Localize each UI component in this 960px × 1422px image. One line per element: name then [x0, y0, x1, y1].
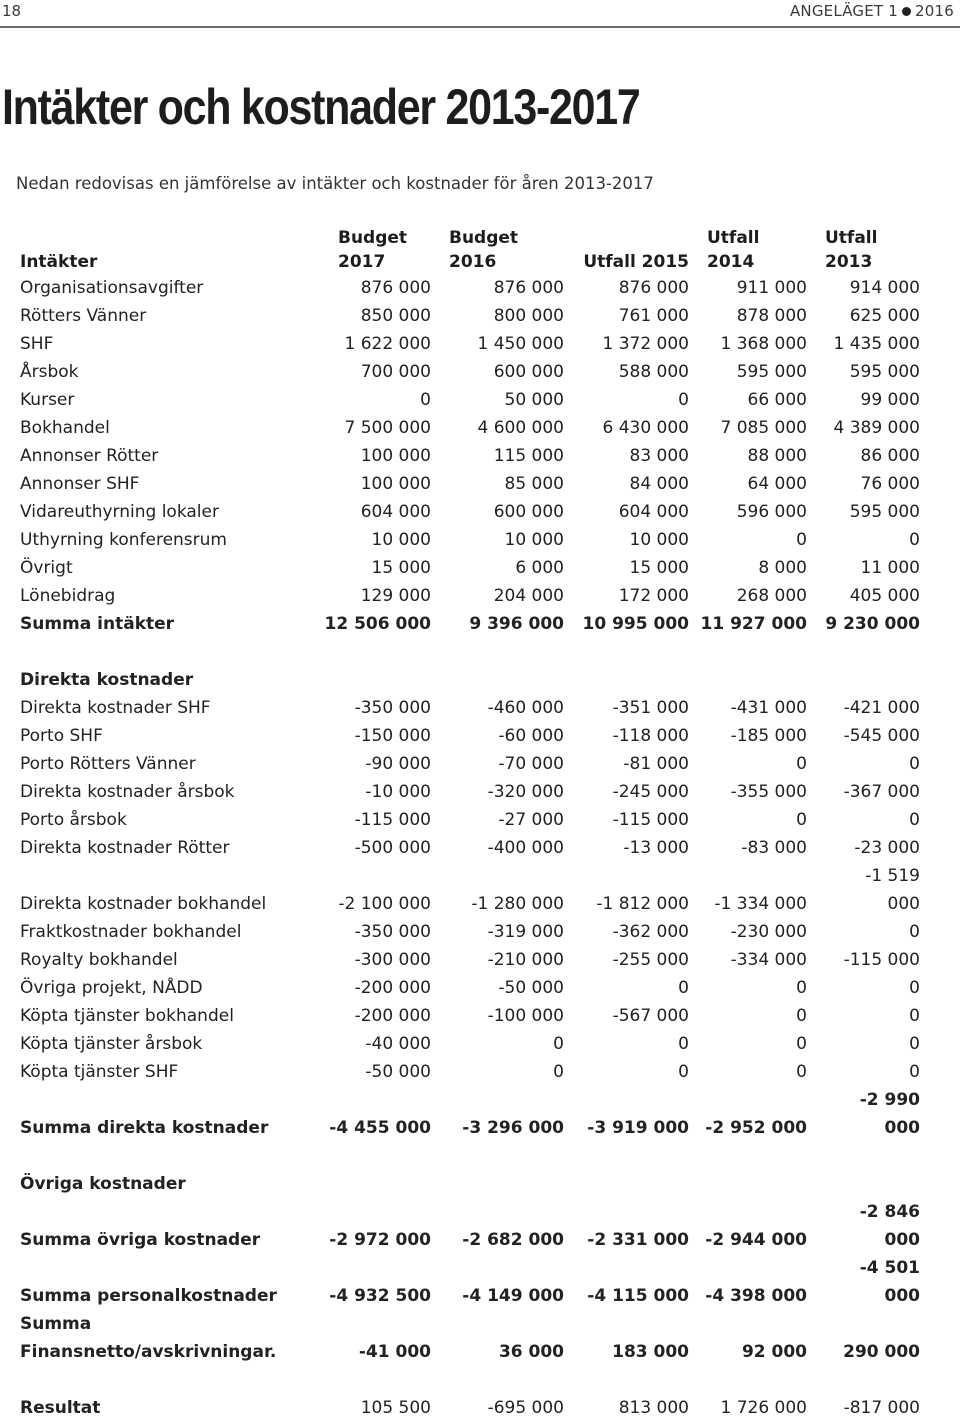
row-value: 15 000: [371, 558, 431, 578]
table-row: [20, 1198, 920, 1254]
row-value: 1 372 000: [602, 334, 689, 354]
row-value: 66 000: [747, 390, 807, 410]
row-value: 0: [796, 1006, 807, 1026]
row-value: -40 000: [365, 1034, 431, 1054]
row-value: -2 952 000: [705, 1118, 807, 1138]
row-value: -50 000: [498, 978, 564, 998]
row-label: Vidareuthyrning lokaler: [20, 502, 219, 522]
empty-cell: [564, 638, 689, 694]
row-value: 876 000: [493, 278, 564, 298]
row-value: -351 000: [612, 698, 689, 718]
row-value-wrapped: [807, 1086, 920, 1142]
row-value: -320 000: [487, 782, 564, 802]
row-value: 86 000: [860, 446, 920, 466]
row-value: 85 000: [504, 474, 564, 494]
row-value: -2 331 000: [587, 1230, 689, 1250]
value-line: -1 519: [865, 866, 920, 886]
row-value: -90 000: [365, 754, 431, 774]
row-label: Övriga projekt, NÅDD: [20, 978, 203, 998]
row-value: 0: [909, 810, 920, 830]
empty-cell: [807, 638, 920, 694]
empty-cell: [689, 1142, 807, 1198]
row-value: -400 000: [487, 838, 564, 858]
row-value: -115 000: [354, 810, 431, 830]
row-value: 0: [909, 922, 920, 942]
row-value: 850 000: [360, 306, 431, 326]
row-value: 0: [796, 754, 807, 774]
row-value: 588 000: [618, 362, 689, 382]
section-heading: Övriga kostnader: [20, 1174, 186, 1194]
row-value: 172 000: [618, 586, 689, 606]
row-value: 115 000: [493, 446, 564, 466]
row-value: 596 000: [736, 502, 807, 522]
row-value: 800 000: [493, 306, 564, 326]
row-label: Lönebidrag: [20, 586, 116, 606]
row-value: -1 280 000: [471, 894, 564, 914]
row-value: 876 000: [618, 278, 689, 298]
row-value: 0: [678, 1034, 689, 1054]
row-label: SHF: [20, 334, 54, 354]
row-value: -1 334 000: [714, 894, 807, 914]
row-value: -4 455 000: [329, 1118, 431, 1138]
row-value: -1 812 000: [596, 894, 689, 914]
row-value: 761 000: [618, 306, 689, 326]
row-label: Porto årsbok: [20, 810, 127, 830]
row-value: -115 000: [843, 950, 920, 970]
row-value: 0: [796, 530, 807, 550]
row-label: Övrigt: [20, 558, 73, 578]
empty-cell: [431, 1142, 564, 1198]
row-value: -118 000: [612, 726, 689, 746]
row-value: 700 000: [360, 362, 431, 382]
row-value: 0: [678, 390, 689, 410]
row-value: 0: [553, 1062, 564, 1082]
row-label: Organisationsavgifter: [20, 278, 204, 298]
row-value: 1 435 000: [833, 334, 920, 354]
column-header-utfall-2015: Utfall 2015: [583, 252, 689, 272]
row-label: Annonser Rötter: [20, 446, 159, 466]
row-value: 7 500 000: [344, 418, 431, 438]
row-value: 0: [678, 1062, 689, 1082]
row-value: 914 000: [849, 278, 920, 298]
page-title: Intäkter och kostnader 2013-2017: [2, 79, 640, 135]
row-value: 0: [909, 530, 920, 550]
row-value: -817 000: [843, 1398, 920, 1418]
row-label: Porto SHF: [20, 726, 103, 746]
row-value: 600 000: [493, 502, 564, 522]
row-value: -695 000: [487, 1398, 564, 1418]
row-value: -13 000: [623, 838, 689, 858]
row-value: -4 398 000: [705, 1286, 807, 1306]
row-value: -460 000: [487, 698, 564, 718]
row-value: -27 000: [498, 810, 564, 830]
row-value: 4 389 000: [833, 418, 920, 438]
row-value: -500 000: [354, 838, 431, 858]
table-row: [20, 1086, 920, 1142]
table-row: [20, 1002, 920, 1030]
row-value: -350 000: [354, 698, 431, 718]
row-value: 100 000: [360, 446, 431, 466]
row-value: 625 000: [849, 306, 920, 326]
table-row: [20, 862, 920, 918]
row-label: Royalty bokhandel: [20, 950, 178, 970]
table-row: [20, 442, 920, 470]
row-value: 88 000: [747, 446, 807, 466]
row-value: 268 000: [736, 586, 807, 606]
row-value: 15 000: [629, 558, 689, 578]
section-heading-direct-costs: [20, 638, 920, 694]
value-line: 000: [884, 1230, 920, 1250]
table-row: [20, 526, 920, 554]
row-value: -23 000: [854, 838, 920, 858]
row-value: 9 396 000: [469, 614, 564, 634]
row-label: Fraktkostnader bokhandel: [20, 922, 242, 942]
row-value: 4 600 000: [477, 418, 564, 438]
table-row: [20, 1030, 920, 1058]
column-header-budget-2016: Budget 2016: [449, 228, 519, 272]
empty-cell: [564, 1142, 689, 1198]
row-value: 911 000: [736, 278, 807, 298]
row-value: 595 000: [849, 502, 920, 522]
row-value: 1 450 000: [477, 334, 564, 354]
table-row: [20, 946, 920, 974]
row-value: 0: [796, 978, 807, 998]
row-value: 84 000: [629, 474, 689, 494]
table-row: [20, 610, 920, 638]
table-row: [20, 750, 920, 778]
row-value: -300 000: [354, 950, 431, 970]
row-label: Resultat: [20, 1398, 101, 1418]
table-row: [20, 778, 920, 806]
row-value: -83 000: [741, 838, 807, 858]
value-line: 000: [887, 894, 920, 914]
row-value: -3 296 000: [462, 1118, 564, 1138]
row-value: -362 000: [612, 922, 689, 942]
value-line: 000: [884, 1286, 920, 1306]
page-header: [0, 0, 960, 28]
row-value: 10 995 000: [582, 614, 689, 634]
row-value-wrapped: [807, 1198, 920, 1254]
row-value: -70 000: [498, 754, 564, 774]
row-label: Bokhandel: [20, 418, 110, 438]
row-value: 129 000: [360, 586, 431, 606]
table-row: [20, 1310, 920, 1366]
row-value: 105 500: [360, 1398, 431, 1418]
value-line: -2 990: [859, 1090, 920, 1110]
row-value: -200 000: [354, 978, 431, 998]
row-value: -200 000: [354, 1006, 431, 1026]
row-label: Porto Rötters Vänner: [20, 754, 196, 774]
row-value: 6 430 000: [602, 418, 689, 438]
row-value: -60 000: [498, 726, 564, 746]
row-value: 876 000: [360, 278, 431, 298]
section-heading: Direkta kostnader: [20, 670, 194, 690]
row-value: 0: [796, 1062, 807, 1082]
table-row: [20, 694, 920, 722]
row-value: -567 000: [612, 1006, 689, 1026]
table-body: [20, 274, 920, 1422]
row-value: -2 972 000: [329, 1230, 431, 1250]
row-value-wrapped: [807, 1254, 920, 1310]
row-value: 92 000: [741, 1342, 807, 1362]
row-value: -334 000: [730, 950, 807, 970]
table-row-result: [20, 1366, 920, 1422]
row-value: 0: [553, 1034, 564, 1054]
row-value: 0: [909, 1034, 920, 1054]
row-value: -150 000: [354, 726, 431, 746]
row-value: 604 000: [360, 502, 431, 522]
row-label: Kurser: [20, 390, 75, 410]
row-value: 604 000: [618, 502, 689, 522]
row-value: -421 000: [843, 698, 920, 718]
row-label: Summa personalkostnader: [20, 1286, 277, 1306]
row-value: 0: [796, 810, 807, 830]
row-value: 11 000: [860, 558, 920, 578]
row-value: 99 000: [860, 390, 920, 410]
row-value: 1 726 000: [720, 1398, 807, 1418]
row-value: -319 000: [487, 922, 564, 942]
empty-cell: [807, 1142, 920, 1198]
section-heading-other-costs: [20, 1142, 920, 1198]
row-value: -2 100 000: [338, 894, 431, 914]
running-head: [790, 2, 954, 20]
row-value: 0: [420, 390, 431, 410]
row-value: -255 000: [612, 950, 689, 970]
row-label: Direkta kostnader SHF: [20, 698, 211, 718]
row-value: 204 000: [493, 586, 564, 606]
row-value: 12 506 000: [324, 614, 431, 634]
row-value: -185 000: [730, 726, 807, 746]
row-value: -367 000: [843, 782, 920, 802]
row-label: Rötters Vänner: [20, 306, 147, 326]
row-label: Köpta tjänster årsbok: [20, 1034, 203, 1054]
row-value: 0: [909, 978, 920, 998]
empty-cell: [320, 1142, 431, 1198]
row-value: -230 000: [730, 922, 807, 942]
table-row: [20, 918, 920, 946]
bullet-icon: [902, 7, 911, 16]
row-value-wrapped: [807, 862, 920, 918]
table-row: [20, 498, 920, 526]
row-value: -210 000: [487, 950, 564, 970]
row-value: 878 000: [736, 306, 807, 326]
value-line: -4 501: [859, 1258, 920, 1278]
row-value: 9 230 000: [825, 614, 920, 634]
table-row: [20, 302, 920, 330]
row-value: 50 000: [504, 390, 564, 410]
row-value: 405 000: [849, 586, 920, 606]
column-header-utfall-2014: Utfall 2014: [707, 228, 760, 272]
budget-table: [20, 222, 920, 1422]
row-label: Årsbok: [20, 362, 79, 382]
row-value: -350 000: [354, 922, 431, 942]
row-value: -115 000: [612, 810, 689, 830]
row-value: 10 000: [371, 530, 431, 550]
row-value: 595 000: [736, 362, 807, 382]
row-label: Direkta kostnader bokhandel: [20, 894, 267, 914]
row-label: Direkta kostnader årsbok: [20, 782, 235, 802]
table-row: [20, 330, 920, 358]
table-row: [20, 414, 920, 442]
table-row: [20, 386, 920, 414]
row-value: -81 000: [623, 754, 689, 774]
column-header-utfall-2013: Utfall 2013: [825, 228, 878, 272]
table-row: [20, 554, 920, 582]
table-row: [20, 1254, 920, 1310]
row-value: 100 000: [360, 474, 431, 494]
table-row: [20, 1058, 920, 1086]
row-value: 36 000: [498, 1342, 564, 1362]
value-line: -2 846: [859, 1202, 920, 1222]
table-row: [20, 722, 920, 750]
row-value: -245 000: [612, 782, 689, 802]
value-line: 000: [884, 1118, 920, 1138]
row-value: 600 000: [493, 362, 564, 382]
row-value: 0: [909, 754, 920, 774]
row-value: -4 932 500: [329, 1286, 431, 1306]
empty-cell: [431, 638, 564, 694]
row-value: 290 000: [843, 1342, 920, 1362]
publication-year: 2016: [915, 2, 954, 20]
row-value: -50 000: [365, 1062, 431, 1082]
row-value: -41 000: [358, 1342, 431, 1362]
row-value: 0: [796, 1034, 807, 1054]
row-value: 8 000: [758, 558, 807, 578]
column-header-budget-2017: Budget 2017: [338, 228, 408, 272]
row-value: 1 368 000: [720, 334, 807, 354]
row-value: 0: [909, 1062, 920, 1082]
row-value: 0: [909, 1006, 920, 1026]
row-value: 595 000: [849, 362, 920, 382]
table-row: [20, 582, 920, 610]
row-value: 83 000: [629, 446, 689, 466]
row-label: Annonser SHF: [20, 474, 140, 494]
row-value: -10 000: [365, 782, 431, 802]
row-value: 11 927 000: [700, 614, 807, 634]
label-line: Summa: [20, 1314, 92, 1334]
table-row: [20, 834, 920, 862]
row-value: 183 000: [612, 1342, 689, 1362]
row-label: Köpta tjänster SHF: [20, 1062, 179, 1082]
row-value: 1 622 000: [344, 334, 431, 354]
row-value: -431 000: [730, 698, 807, 718]
row-value: -2 682 000: [462, 1230, 564, 1250]
intro-text: Nedan redovisas en jämförelse av intäkter och kostnader för åren 2013-2017: [16, 174, 654, 193]
row-value: -4 149 000: [462, 1286, 564, 1306]
table-row: [20, 358, 920, 386]
table-row: [20, 806, 920, 834]
table-row: [20, 974, 920, 1002]
row-label: Uthyrning konferensrum: [20, 530, 227, 550]
empty-cell: [320, 638, 431, 694]
row-value: 10 000: [504, 530, 564, 550]
column-header-label: Intäkter: [20, 252, 98, 272]
row-value: -2 944 000: [705, 1230, 807, 1250]
table-header-row: [20, 222, 920, 274]
row-value: -100 000: [487, 1006, 564, 1026]
row-value: 6 000: [515, 558, 564, 578]
row-value: -3 919 000: [587, 1118, 689, 1138]
row-label: Summa direkta kostnader: [20, 1118, 269, 1138]
publication-name: ANGELÄGET 1: [789, 2, 899, 20]
row-value: -355 000: [730, 782, 807, 802]
row-value: 0: [678, 978, 689, 998]
empty-cell: [689, 638, 807, 694]
table-row: [20, 274, 920, 302]
row-label: Summa övriga kostnader: [20, 1230, 261, 1250]
row-value: 10 000: [629, 530, 689, 550]
row-label: Köpta tjänster bokhandel: [20, 1006, 234, 1026]
row-value: 64 000: [747, 474, 807, 494]
table-row: [20, 470, 920, 498]
row-label: [20, 1310, 320, 1366]
row-label: Summa intäkter: [20, 614, 175, 634]
row-label: Direkta kostnader Rötter: [20, 838, 230, 858]
row-value: 76 000: [860, 474, 920, 494]
row-value: -545 000: [843, 726, 920, 746]
label-line: Finansnetto/avskrivningar.: [20, 1342, 277, 1362]
row-value: 7 085 000: [720, 418, 807, 438]
row-value: -4 115 000: [587, 1286, 689, 1306]
page-number: 18: [2, 2, 22, 20]
row-value: 813 000: [618, 1398, 689, 1418]
